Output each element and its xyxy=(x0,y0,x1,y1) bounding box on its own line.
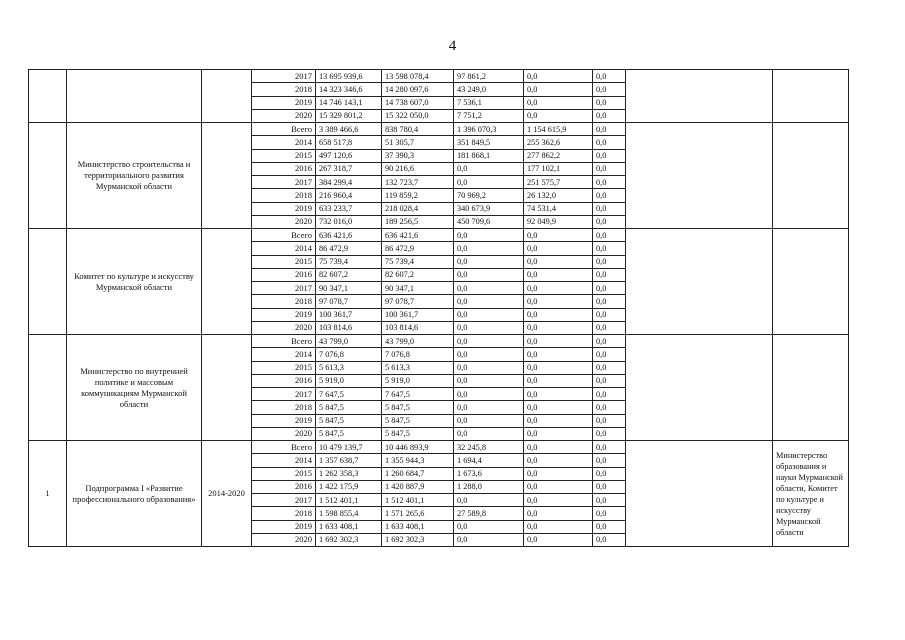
value-cell: 75 739,4 xyxy=(382,255,454,268)
year-cell: 2014 xyxy=(252,348,316,361)
year-cell: 2020 xyxy=(252,427,316,440)
responsible-cell xyxy=(773,335,849,441)
year-cell: 2015 xyxy=(252,149,316,162)
term-cell: 2014-2020 xyxy=(202,441,252,547)
value-cell: 0,0 xyxy=(524,308,593,321)
value-cell: 37 390,3 xyxy=(382,149,454,162)
value-cell: 1 512 401,1 xyxy=(316,494,382,507)
program-name-cell: Подпрограмма I «Развитие профессионального образования» xyxy=(67,441,202,547)
value-cell: 15 322 050,0 xyxy=(382,109,454,122)
year-cell: 2017 xyxy=(252,388,316,401)
value-cell: 351 849,5 xyxy=(454,136,524,149)
value-cell: 0,0 xyxy=(524,268,593,281)
value-cell: 1 288,0 xyxy=(454,480,524,493)
value-cell: 0,0 xyxy=(524,441,593,454)
value-cell: 43 799,0 xyxy=(382,335,454,348)
value-cell: 15 329 801,2 xyxy=(316,109,382,122)
value-cell: 0,0 xyxy=(454,242,524,255)
value-cell: 0,0 xyxy=(593,176,626,189)
value-cell: 86 472,9 xyxy=(382,242,454,255)
value-cell: 97 861,2 xyxy=(454,70,524,83)
table-row xyxy=(29,229,849,242)
value-cell: 0,0 xyxy=(454,321,524,334)
value-cell: 1 571 265,6 xyxy=(382,507,454,520)
year-cell: 2020 xyxy=(252,321,316,334)
blank-cell xyxy=(626,123,773,229)
value-cell: 177 102,1 xyxy=(524,162,593,175)
value-cell: 216 960,4 xyxy=(316,189,382,202)
value-cell: 0,0 xyxy=(524,427,593,440)
value-cell: 0,0 xyxy=(593,414,626,427)
value-cell: 0,0 xyxy=(454,282,524,295)
value-cell: 0,0 xyxy=(593,295,626,308)
value-cell: 0,0 xyxy=(593,242,626,255)
value-cell: 0,0 xyxy=(593,229,626,242)
value-cell: 43 799,0 xyxy=(316,335,382,348)
table-row xyxy=(29,335,849,348)
year-cell: 2016 xyxy=(252,374,316,387)
value-cell: 1 633 408,1 xyxy=(382,520,454,533)
blank-cell xyxy=(626,229,773,335)
value-cell: 0,0 xyxy=(524,321,593,334)
blank-cell xyxy=(626,70,773,123)
value-cell: 0,0 xyxy=(593,255,626,268)
value-cell: 0,0 xyxy=(454,361,524,374)
value-cell: 1 357 638,7 xyxy=(316,454,382,467)
value-cell: 1 512 401,1 xyxy=(382,494,454,507)
value-cell: 0,0 xyxy=(524,388,593,401)
value-cell: 5 847,5 xyxy=(382,414,454,427)
value-cell: 0,0 xyxy=(524,335,593,348)
value-cell: 0,0 xyxy=(593,149,626,162)
value-cell: 838 780,4 xyxy=(382,123,454,136)
value-cell: 5 919,0 xyxy=(316,374,382,387)
table-row xyxy=(29,441,849,454)
year-cell: 2014 xyxy=(252,242,316,255)
table-row xyxy=(29,123,849,136)
value-cell: 0,0 xyxy=(454,401,524,414)
value-cell: 0,0 xyxy=(593,348,626,361)
value-cell: 14 280 097,6 xyxy=(382,83,454,96)
value-cell: 0,0 xyxy=(593,96,626,109)
term-cell xyxy=(202,229,252,335)
value-cell: 189 256,5 xyxy=(382,215,454,228)
value-cell: 0,0 xyxy=(524,494,593,507)
value-cell: 0,0 xyxy=(524,374,593,387)
year-cell: 2015 xyxy=(252,255,316,268)
year-cell: 2018 xyxy=(252,295,316,308)
year-cell: 2016 xyxy=(252,480,316,493)
table-row xyxy=(29,70,849,83)
value-cell: 0,0 xyxy=(454,295,524,308)
value-cell: 277 862,2 xyxy=(524,149,593,162)
value-cell: 0,0 xyxy=(524,255,593,268)
value-cell: 0,0 xyxy=(524,242,593,255)
year-cell: 2018 xyxy=(252,401,316,414)
program-name-cell xyxy=(67,70,202,123)
value-cell: 1 260 684,7 xyxy=(382,467,454,480)
value-cell: 0,0 xyxy=(593,374,626,387)
value-cell: 251 575,7 xyxy=(524,176,593,189)
value-cell: 0,0 xyxy=(454,427,524,440)
year-cell: Всего xyxy=(252,229,316,242)
value-cell: 0,0 xyxy=(593,361,626,374)
value-cell: 5 847,5 xyxy=(316,401,382,414)
row-number-cell xyxy=(29,123,67,229)
value-cell: 3 389 466,6 xyxy=(316,123,382,136)
value-cell: 97 078,7 xyxy=(316,295,382,308)
value-cell: 0,0 xyxy=(454,268,524,281)
value-cell: 7 647,5 xyxy=(316,388,382,401)
value-cell: 636 421,6 xyxy=(316,229,382,242)
value-cell: 90 347,1 xyxy=(382,282,454,295)
table-body xyxy=(29,70,849,547)
year-cell: 2016 xyxy=(252,162,316,175)
value-cell: 75 739,4 xyxy=(316,255,382,268)
value-cell: 1 154 615,9 xyxy=(524,123,593,136)
value-cell: 7 076,8 xyxy=(316,348,382,361)
value-cell: 10 446 893,9 xyxy=(382,441,454,454)
value-cell: 0,0 xyxy=(593,162,626,175)
value-cell: 32 245,8 xyxy=(454,441,524,454)
value-cell: 0,0 xyxy=(524,401,593,414)
value-cell: 0,0 xyxy=(593,335,626,348)
program-name-cell: Министерство по внутренней политике и массовым коммуникациям Мурманской области xyxy=(67,335,202,441)
year-cell: 2015 xyxy=(252,467,316,480)
value-cell: 5 847,5 xyxy=(382,401,454,414)
value-cell: 43 249,0 xyxy=(454,83,524,96)
value-cell: 0,0 xyxy=(454,374,524,387)
row-number-cell xyxy=(29,229,67,335)
value-cell: 0,0 xyxy=(524,109,593,122)
value-cell: 0,0 xyxy=(454,414,524,427)
value-cell: 7 536,1 xyxy=(454,96,524,109)
value-cell: 0,0 xyxy=(593,215,626,228)
financing-table xyxy=(28,69,849,547)
value-cell: 13 695 939,6 xyxy=(316,70,382,83)
value-cell: 0,0 xyxy=(524,480,593,493)
value-cell: 1 422 175,9 xyxy=(316,480,382,493)
value-cell: 7 076,8 xyxy=(382,348,454,361)
responsible-cell: Министерство образования и науки Мурманской области, Комитет по культуре и искусству Мурманской области xyxy=(773,441,849,547)
value-cell: 0,0 xyxy=(524,282,593,295)
value-cell: 0,0 xyxy=(524,348,593,361)
value-cell: 103 814,6 xyxy=(316,321,382,334)
value-cell: 0,0 xyxy=(524,96,593,109)
program-name-cell: Министерство строительства и территориального развития Мурманской области xyxy=(67,123,202,229)
year-cell: 2020 xyxy=(252,215,316,228)
value-cell: 82 607,2 xyxy=(382,268,454,281)
value-cell: 0,0 xyxy=(593,202,626,215)
value-cell: 0,0 xyxy=(524,361,593,374)
value-cell: 0,0 xyxy=(593,136,626,149)
value-cell: 0,0 xyxy=(593,507,626,520)
value-cell: 636 421,6 xyxy=(382,229,454,242)
value-cell: 0,0 xyxy=(454,308,524,321)
value-cell: 1 692 302,3 xyxy=(382,533,454,546)
value-cell: 1 355 944,3 xyxy=(382,454,454,467)
value-cell: 0,0 xyxy=(524,520,593,533)
term-cell xyxy=(202,123,252,229)
value-cell: 497 120,6 xyxy=(316,149,382,162)
year-cell: 2020 xyxy=(252,533,316,546)
value-cell: 0,0 xyxy=(454,388,524,401)
value-cell: 14 323 346,6 xyxy=(316,83,382,96)
value-cell: 255 362,6 xyxy=(524,136,593,149)
value-cell: 0,0 xyxy=(593,282,626,295)
value-cell: 0,0 xyxy=(454,520,524,533)
value-cell: 0,0 xyxy=(593,520,626,533)
value-cell: 658 517,8 xyxy=(316,136,382,149)
responsible-cell xyxy=(773,70,849,123)
responsible-cell xyxy=(773,229,849,335)
value-cell: 7 647,5 xyxy=(382,388,454,401)
value-cell: 1 262 358,3 xyxy=(316,467,382,480)
value-cell: 13 598 078,4 xyxy=(382,70,454,83)
year-cell: 2019 xyxy=(252,96,316,109)
row-number-cell xyxy=(29,335,67,441)
value-cell: 92 049,9 xyxy=(524,215,593,228)
value-cell: 0,0 xyxy=(593,189,626,202)
year-cell: 2019 xyxy=(252,308,316,321)
value-cell: 0,0 xyxy=(593,427,626,440)
value-cell: 100 361,7 xyxy=(382,308,454,321)
value-cell: 0,0 xyxy=(593,454,626,467)
year-cell: 2014 xyxy=(252,136,316,149)
value-cell: 0,0 xyxy=(524,467,593,480)
value-cell: 450 709,6 xyxy=(454,215,524,228)
value-cell: 0,0 xyxy=(593,494,626,507)
value-cell: 0,0 xyxy=(454,176,524,189)
value-cell: 0,0 xyxy=(593,388,626,401)
year-cell: 2019 xyxy=(252,414,316,427)
value-cell: 0,0 xyxy=(454,255,524,268)
value-cell: 0,0 xyxy=(524,533,593,546)
value-cell: 5 613,3 xyxy=(316,361,382,374)
value-cell: 0,0 xyxy=(524,229,593,242)
value-cell: 0,0 xyxy=(593,109,626,122)
value-cell: 1 420 887,9 xyxy=(382,480,454,493)
value-cell: 74 531,4 xyxy=(524,202,593,215)
value-cell: 0,0 xyxy=(524,295,593,308)
responsible-cell xyxy=(773,123,849,229)
year-cell: 2015 xyxy=(252,361,316,374)
value-cell: 1 692 302,3 xyxy=(316,533,382,546)
year-cell: 2017 xyxy=(252,282,316,295)
value-cell: 0,0 xyxy=(593,533,626,546)
blank-cell xyxy=(626,441,773,547)
value-cell: 0,0 xyxy=(454,229,524,242)
year-cell: 2017 xyxy=(252,70,316,83)
year-cell: 2018 xyxy=(252,189,316,202)
value-cell: 0,0 xyxy=(454,348,524,361)
value-cell: 0,0 xyxy=(593,308,626,321)
value-cell: 1 396 070,3 xyxy=(454,123,524,136)
value-cell: 384 299,4 xyxy=(316,176,382,189)
year-cell: 2016 xyxy=(252,268,316,281)
year-cell: 2019 xyxy=(252,202,316,215)
term-cell xyxy=(202,70,252,123)
value-cell: 181 868,1 xyxy=(454,149,524,162)
value-cell: 103 814,6 xyxy=(382,321,454,334)
value-cell: 1 673,6 xyxy=(454,467,524,480)
year-cell: Всего xyxy=(252,123,316,136)
year-cell: 2020 xyxy=(252,109,316,122)
value-cell: 14 746 143,1 xyxy=(316,96,382,109)
value-cell: 51 305,7 xyxy=(382,136,454,149)
value-cell: 0,0 xyxy=(593,83,626,96)
value-cell: 0,0 xyxy=(454,533,524,546)
value-cell: 0,0 xyxy=(593,480,626,493)
value-cell: 27 589,8 xyxy=(454,507,524,520)
year-cell: 2017 xyxy=(252,494,316,507)
value-cell: 0,0 xyxy=(593,321,626,334)
value-cell: 10 479 139,7 xyxy=(316,441,382,454)
value-cell: 0,0 xyxy=(524,454,593,467)
value-cell: 26 132,0 xyxy=(524,189,593,202)
year-cell: 2018 xyxy=(252,83,316,96)
year-cell: Всего xyxy=(252,441,316,454)
value-cell: 0,0 xyxy=(454,335,524,348)
value-cell: 0,0 xyxy=(593,467,626,480)
value-cell: 0,0 xyxy=(593,70,626,83)
term-cell xyxy=(202,335,252,441)
value-cell: 340 673,9 xyxy=(454,202,524,215)
value-cell: 90 216,6 xyxy=(382,162,454,175)
value-cell: 633 233,7 xyxy=(316,202,382,215)
value-cell: 1 598 855,4 xyxy=(316,507,382,520)
value-cell: 0,0 xyxy=(593,441,626,454)
value-cell: 1 633 408,1 xyxy=(316,520,382,533)
value-cell: 5 919,0 xyxy=(382,374,454,387)
value-cell: 0,0 xyxy=(593,268,626,281)
row-number-cell xyxy=(29,70,67,123)
value-cell: 5 847,5 xyxy=(382,427,454,440)
value-cell: 218 028,4 xyxy=(382,202,454,215)
year-cell: 2017 xyxy=(252,176,316,189)
value-cell: 0,0 xyxy=(524,83,593,96)
year-cell: Всего xyxy=(252,335,316,348)
value-cell: 732 016,0 xyxy=(316,215,382,228)
value-cell: 5 847,5 xyxy=(316,414,382,427)
value-cell: 119 859,2 xyxy=(382,189,454,202)
value-cell: 0,0 xyxy=(524,70,593,83)
value-cell: 5 613,3 xyxy=(382,361,454,374)
row-number-cell: 1 xyxy=(29,441,67,547)
value-cell: 82 607,2 xyxy=(316,268,382,281)
value-cell: 86 472,9 xyxy=(316,242,382,255)
value-cell: 70 969,2 xyxy=(454,189,524,202)
value-cell: 0,0 xyxy=(524,414,593,427)
value-cell: 7 751,2 xyxy=(454,109,524,122)
value-cell: 5 847,5 xyxy=(316,427,382,440)
value-cell: 0,0 xyxy=(524,507,593,520)
page-number: 4 xyxy=(448,38,457,54)
value-cell: 97 078,7 xyxy=(382,295,454,308)
value-cell: 1 694,4 xyxy=(454,454,524,467)
value-cell: 0,0 xyxy=(593,123,626,136)
value-cell: 132 723,7 xyxy=(382,176,454,189)
blank-cell xyxy=(626,335,773,441)
value-cell: 100 361,7 xyxy=(316,308,382,321)
year-cell: 2019 xyxy=(252,520,316,533)
value-cell: 90 347,1 xyxy=(316,282,382,295)
year-cell: 2014 xyxy=(252,454,316,467)
value-cell: 267 318,7 xyxy=(316,162,382,175)
value-cell: 14 738 607,0 xyxy=(382,96,454,109)
year-cell: 2018 xyxy=(252,507,316,520)
value-cell: 0,0 xyxy=(593,401,626,414)
value-cell: 0,0 xyxy=(454,494,524,507)
program-name-cell: Комитет по культуре и искусству Мурманской области xyxy=(67,229,202,335)
value-cell: 0,0 xyxy=(454,162,524,175)
